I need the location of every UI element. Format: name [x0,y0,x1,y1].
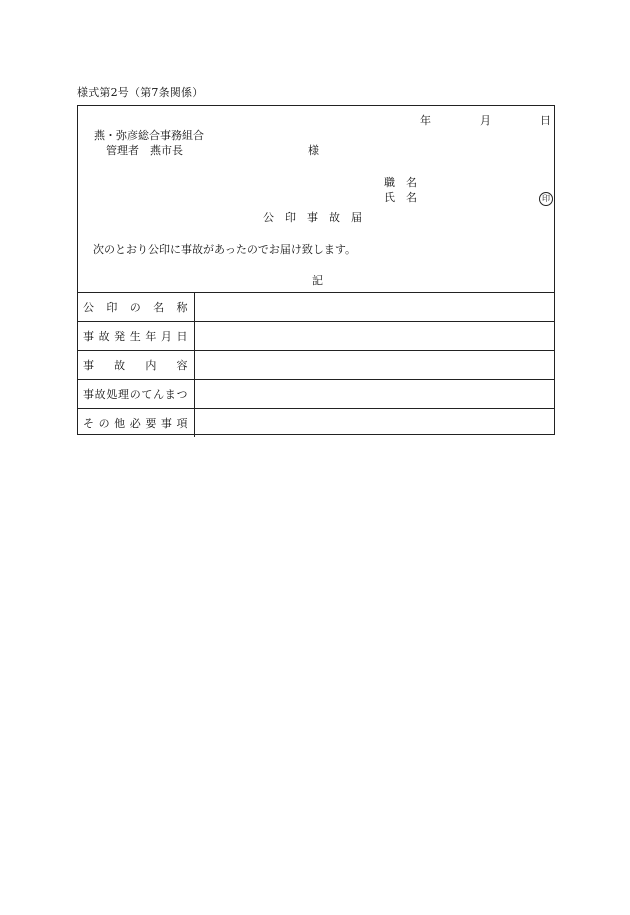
table-row [78,293,554,322]
addressee-honorific: 様 [308,144,319,157]
details-table [78,292,554,437]
row-value-incident-details[interactable] [194,351,554,380]
applicant-title-label: 職 名 [384,176,417,189]
row-label-handling: 事故処理のてんまつ [78,380,194,409]
row-value-seal-name[interactable] [194,293,554,322]
form-frame [77,105,555,435]
document-title: 公 印 事 故 届 [263,211,362,224]
form-number-label: 様式第2号（第7条関係） [77,86,204,99]
body-text: 次のとおり公印に事故があったのでお届け致します。 [93,243,357,256]
addressee-manager: 管理者 燕市長 [106,144,183,157]
row-label-incident-date: 事故発生年月日 [78,322,194,351]
row-value-other[interactable] [194,409,554,438]
addressee-org: 燕・弥彦総合事務組合 [94,129,204,142]
applicant-name-label: 氏 名 [384,191,417,204]
row-value-incident-date[interactable] [194,322,554,351]
table-row [78,380,554,409]
table-row [78,351,554,380]
date-year-label: 年 [420,114,431,127]
seal-mark: 印 [539,192,553,206]
ki-label: 記 [312,274,323,287]
row-label-seal-name: 公 印 の 名 称 [78,293,194,322]
row-label-other: その他必要事項 [78,409,194,438]
row-label-incident-details: 事 故 内 容 [78,351,194,380]
date-month-label: 月 [480,114,491,127]
table-row [78,409,554,438]
table-row [78,322,554,351]
date-day-label: 日 [540,114,551,127]
row-value-handling[interactable] [194,380,554,409]
